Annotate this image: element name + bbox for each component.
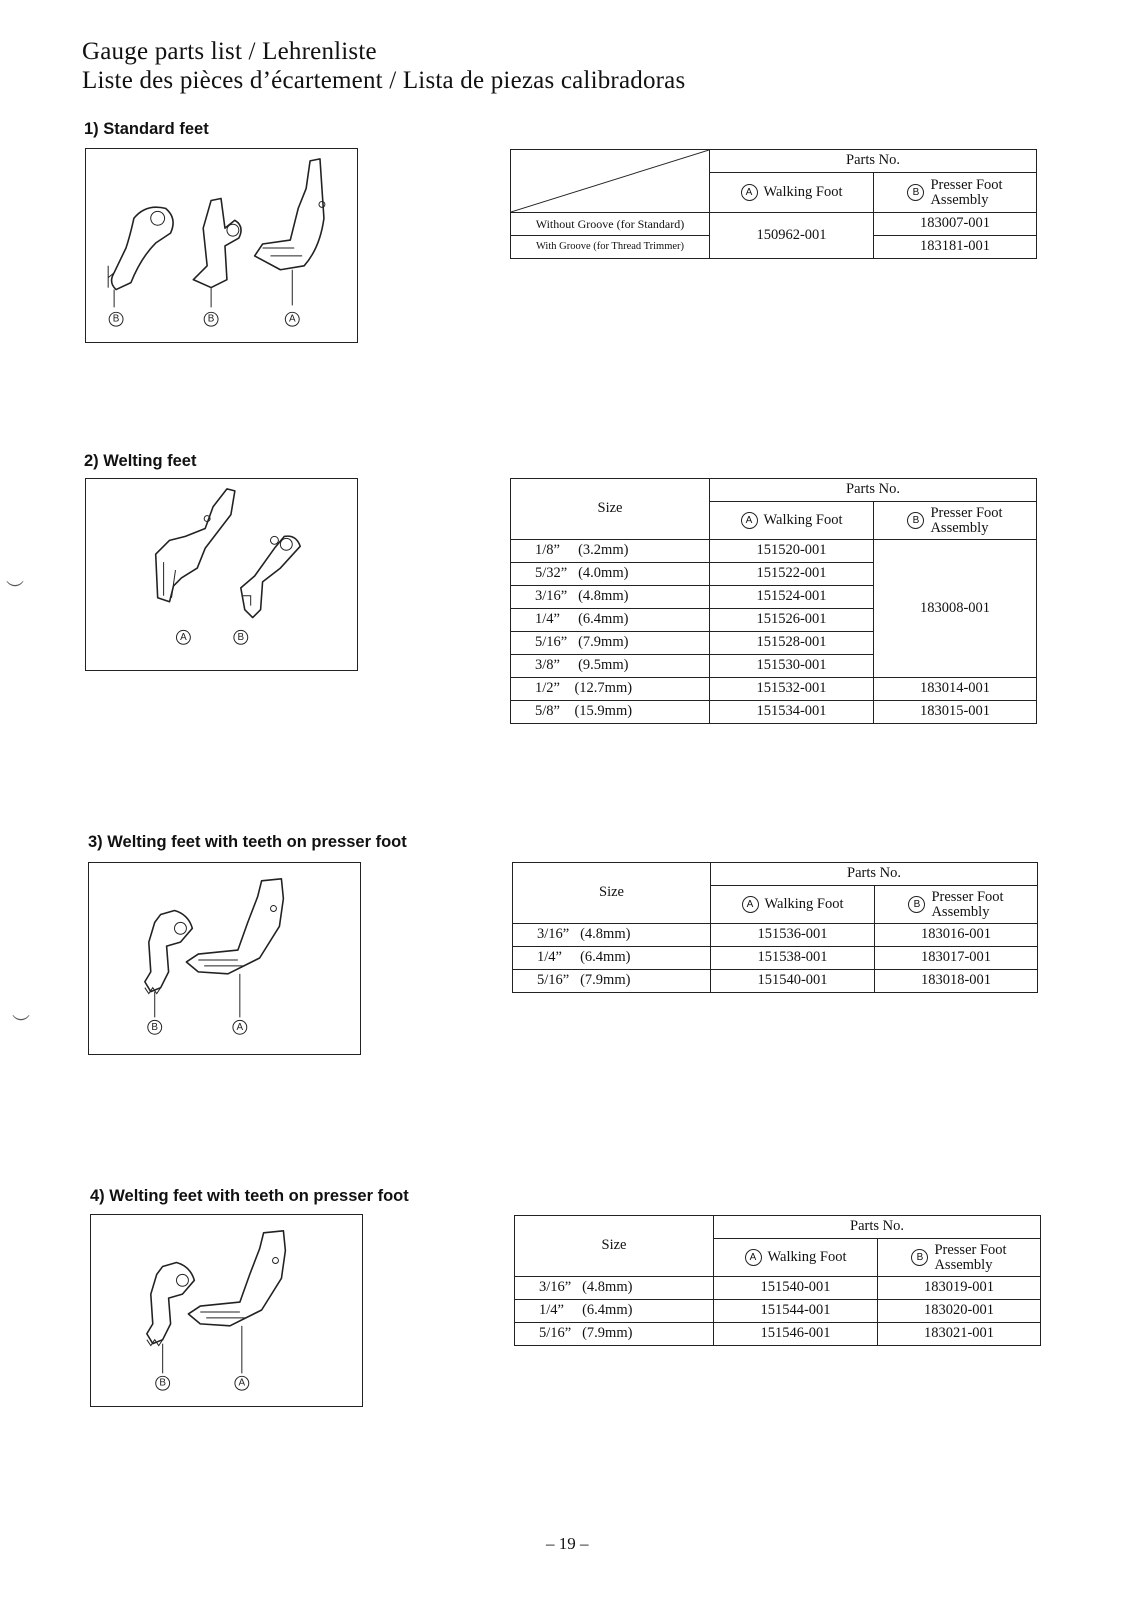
size-cell: 1/4” (6.4mm) xyxy=(513,947,711,970)
walking-foot-label: Walking Foot xyxy=(767,1248,847,1265)
scan-mark: ︶ xyxy=(12,1014,30,1034)
walking-foot-header xyxy=(710,502,874,540)
welting-feet-teeth-illustration xyxy=(88,862,361,1055)
presser-foot-part-no: 183016-001 xyxy=(875,924,1038,947)
walking-foot-part-no: 151538-001 xyxy=(711,947,875,970)
walking-foot-header xyxy=(710,173,874,213)
size-header: Size xyxy=(511,479,710,540)
walking-foot-part-no: 151532-001 xyxy=(710,678,874,701)
welting-feet-teeth-drawing-2 xyxy=(91,1215,362,1406)
size-header: Size xyxy=(513,863,711,924)
section-1-heading: 1) Standard feet xyxy=(84,120,209,138)
presser-foot-part-no: 183014-001 xyxy=(874,678,1037,701)
presser-foot-part-no: 183015-001 xyxy=(874,701,1037,724)
marker-b-label: B xyxy=(207,313,215,325)
walking-foot-part-no: 151534-001 xyxy=(710,701,874,724)
presser-foot-header xyxy=(875,886,1038,924)
marker-a-icon: A xyxy=(741,512,758,529)
marker-a-label: A xyxy=(180,631,187,643)
table-corner-cell xyxy=(511,150,710,213)
marker-b-icon: B xyxy=(911,1249,928,1266)
walking-foot-part-no: 151530-001 xyxy=(710,655,874,678)
standard-feet-drawing xyxy=(86,149,357,342)
presser-foot-part-no: 183181-001 xyxy=(874,236,1037,259)
presser-foot-part-no: 183021-001 xyxy=(878,1323,1041,1346)
marker-b-icon: B xyxy=(907,184,924,201)
walking-foot-part-no: 151546-001 xyxy=(714,1323,878,1346)
welting-feet-teeth-drawing xyxy=(89,863,360,1054)
presser-foot-label: Presser Foot xyxy=(934,1242,1007,1258)
marker-a-label: A xyxy=(288,313,296,325)
presser-foot-assembly-label: Assembly xyxy=(930,519,989,536)
walking-foot-part-no: 151524-001 xyxy=(710,586,874,609)
size-cell: 5/8” (15.9mm) xyxy=(511,701,710,724)
walking-foot-part-no: 151544-001 xyxy=(714,1300,878,1323)
walking-foot-label: Walking Foot xyxy=(763,183,843,200)
walking-foot-part-no: 151540-001 xyxy=(714,1277,878,1300)
section-3-heading: 3) Welting feet with teeth on presser foot xyxy=(88,833,407,851)
size-cell: 1/4” (6.4mm) xyxy=(515,1300,714,1323)
presser-foot-header xyxy=(874,502,1037,540)
standard-feet-parts-table xyxy=(510,149,1037,259)
size-cell: 5/16” (7.9mm) xyxy=(511,632,710,655)
presser-foot-assembly-label: Assembly xyxy=(930,191,989,208)
parts-no-header: Parts No. xyxy=(710,150,1037,173)
welting-feet-teeth-parts-table-2 xyxy=(514,1215,1041,1346)
marker-a-icon: A xyxy=(742,896,759,913)
row-label: With Groove (for Thread Trimmer) xyxy=(511,236,710,259)
presser-foot-part-no: 183020-001 xyxy=(878,1300,1041,1323)
welting-feet-drawing xyxy=(86,479,357,670)
marker-b-label: B xyxy=(151,1021,159,1033)
size-cell: 1/8” (3.2mm) xyxy=(511,540,710,563)
size-cell: 5/32” (4.0mm) xyxy=(511,563,710,586)
walking-foot-label: Walking Foot xyxy=(764,895,844,912)
welting-feet-illustration xyxy=(85,478,358,671)
presser-foot-header xyxy=(878,1239,1041,1277)
parts-no-header: Parts No. xyxy=(711,863,1038,886)
walking-foot-part-no: 151520-001 xyxy=(710,540,874,563)
presser-foot-label: Presser Foot xyxy=(930,177,1003,193)
size-cell: 5/16” (7.9mm) xyxy=(515,1323,714,1346)
parts-no-header: Parts No. xyxy=(714,1216,1041,1239)
page-title-line-1: Gauge parts list / Lehrenliste xyxy=(82,38,377,65)
presser-foot-part-no: 183008-001 xyxy=(874,540,1037,678)
presser-foot-part-no: 183007-001 xyxy=(874,213,1037,236)
marker-a-icon: A xyxy=(745,1249,762,1266)
size-cell: 3/8” (9.5mm) xyxy=(511,655,710,678)
welting-feet-teeth-parts-table xyxy=(512,862,1038,993)
walking-foot-label: Walking Foot xyxy=(763,511,843,528)
size-header: Size xyxy=(515,1216,714,1277)
marker-b-icon: B xyxy=(907,512,924,529)
scan-mark: ︶ xyxy=(6,580,24,600)
marker-a-icon: A xyxy=(741,184,758,201)
row-label: Without Groove (for Standard) xyxy=(511,213,710,236)
welting-feet-teeth-illustration-2 xyxy=(90,1214,363,1407)
marker-a-label: A xyxy=(238,1377,246,1389)
marker-b-icon: B xyxy=(908,896,925,913)
welting-feet-parts-table xyxy=(510,478,1037,724)
marker-b-label: B xyxy=(237,631,245,643)
walking-foot-part-no: 151540-001 xyxy=(711,970,875,993)
size-cell: 1/4” (6.4mm) xyxy=(511,609,710,632)
presser-foot-assembly-label: Assembly xyxy=(931,903,990,920)
presser-foot-assembly-label: Assembly xyxy=(934,1256,993,1273)
section-2-heading: 2) Welting feet xyxy=(84,452,197,470)
size-cell: 1/2” (12.7mm) xyxy=(511,678,710,701)
walking-foot-part-no: 151526-001 xyxy=(710,609,874,632)
walking-foot-header xyxy=(714,1239,878,1277)
size-cell: 3/16” (4.8mm) xyxy=(513,924,711,947)
page-number: – 19 – xyxy=(546,1534,589,1553)
parts-no-header: Parts No. xyxy=(710,479,1037,502)
walking-foot-part-no: 151528-001 xyxy=(710,632,874,655)
marker-b-label: B xyxy=(159,1377,166,1389)
size-cell: 3/16” (4.8mm) xyxy=(511,586,710,609)
marker-a-label: A xyxy=(236,1021,244,1033)
presser-foot-label: Presser Foot xyxy=(930,505,1003,521)
marker-b-label: B xyxy=(112,313,120,325)
size-cell: 3/16” (4.8mm) xyxy=(515,1277,714,1300)
size-cell: 5/16” (7.9mm) xyxy=(513,970,711,993)
presser-foot-header xyxy=(874,173,1037,213)
presser-foot-part-no: 183019-001 xyxy=(878,1277,1041,1300)
walking-foot-part-no: 151536-001 xyxy=(711,924,875,947)
walking-foot-header xyxy=(711,886,875,924)
presser-foot-part-no: 183017-001 xyxy=(875,947,1038,970)
standard-feet-illustration xyxy=(85,148,358,343)
presser-foot-label: Presser Foot xyxy=(931,889,1004,905)
walking-foot-part-no: 150962-001 xyxy=(710,213,874,259)
walking-foot-part-no: 151522-001 xyxy=(710,563,874,586)
section-4-heading: 4) Welting feet with teeth on presser foot xyxy=(90,1187,409,1205)
presser-foot-part-no: 183018-001 xyxy=(875,970,1038,993)
page-title-line-2: Liste des pièces d’écartement / Lista de piezas calibradoras xyxy=(82,67,686,94)
